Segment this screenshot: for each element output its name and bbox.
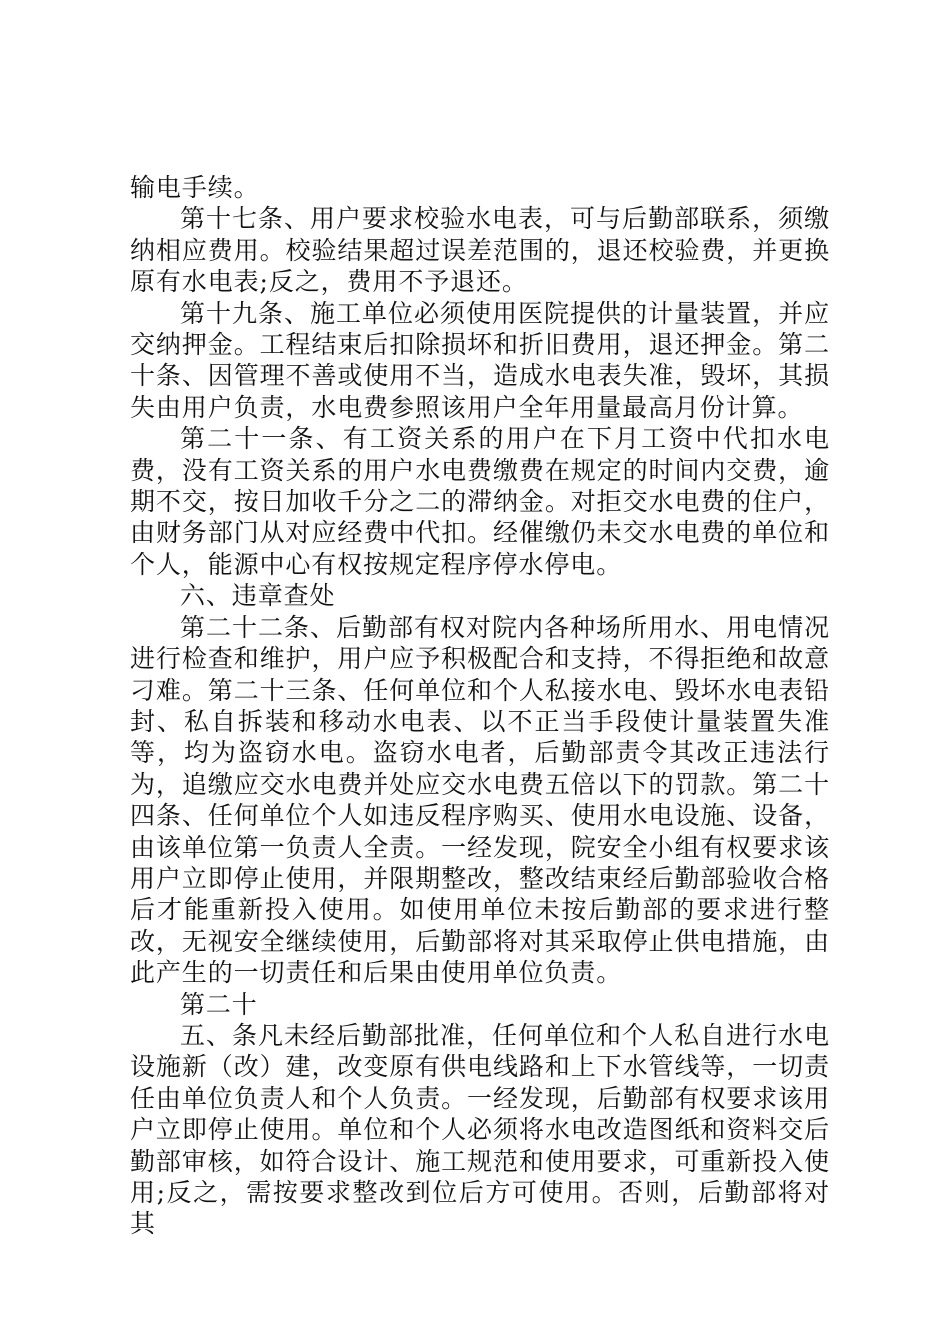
paragraph-article-25: 五、条凡未经后勤部批准，任何单位和个人私自进行水电设施新（改）建，改变原有供电线路和上下水管线等，一切责任由单位负责人和个人负责。一经发现，后勤部有权要求该用户立即停止使用。单位和个人必须将水电改造图纸和资料交后勤部审核，如符合设计、施工规范和使用要求，可重新投入使用;反之，需按要求整改到位后方可使用。否则，后勤部将对其 [130,1020,830,1239]
paragraph-article-25-heading: 第二十 [180,989,258,1019]
paragraph-article-21: 第二十一条、有工资关系的用户在下月工资中代扣水电费，没有工资关系的用户水电费缴费在规定的时间内交费，逾期不交，按日加收千分之二的滞纳金。对拒交水电费的住户，由财务部门从对应经费中代扣。经催缴仍未交水电费的单位和个人，能源中心有权按规定程序停水停电。 [130,424,830,579]
section-heading-violations: 六、违章查处 [180,581,336,611]
paragraph-continuation: 输电手续。 [130,173,260,202]
paragraph-article-22-24: 第二十二条、后勤部有权对院内各种场所用水、用电情况进行检查和维护，用户应予积极配合和支持，不得拒绝和故意刁难。第二十三条、任何单位和个人私接水电、毁坏水电表铅封、私自拆装和移动水电表、以不正当手段使计量装置失准等，均为盗窃水电。盗窃水电者，后勤部责令其改正违法行为，追缴应交水电费并处应交水电费五倍以下的罚款。第二十四条、任何单位个人如违反程序购买、使用水电设施、设备，由该单位第一负责人全责。一经发现，院安全小组有权要求该用户立即停止使用，并限期整改，整改结束经后勤部验收合格后才能重新投入使用。如使用单位未按后勤部的要求进行整改，无视安全继续使用，后勤部将对其采取停止供电措施，由此产生的一切责任和后果由使用单位负责。 [130,612,830,988]
document-body [130,172,830,1240]
paragraph-article-17: 第十七条、用户要求校验水电表，可与后勤部联系，须缴纳相应费用。校验结果超过误差范围的，退还校验费，并更换原有水电表;反之，费用不予退还。 [130,204,830,297]
paragraph-article-19-20: 第十九条、施工单位必须使用医院提供的计量装置，并应交纳押金。工程结束后扣除损坏和折旧费用，退还押金。第二十条、因管理不善或使用不当，造成水电表失准，毁坏，其损失由用户负责，水电费参照该用户全年用量最高月份计算。 [130,298,830,422]
